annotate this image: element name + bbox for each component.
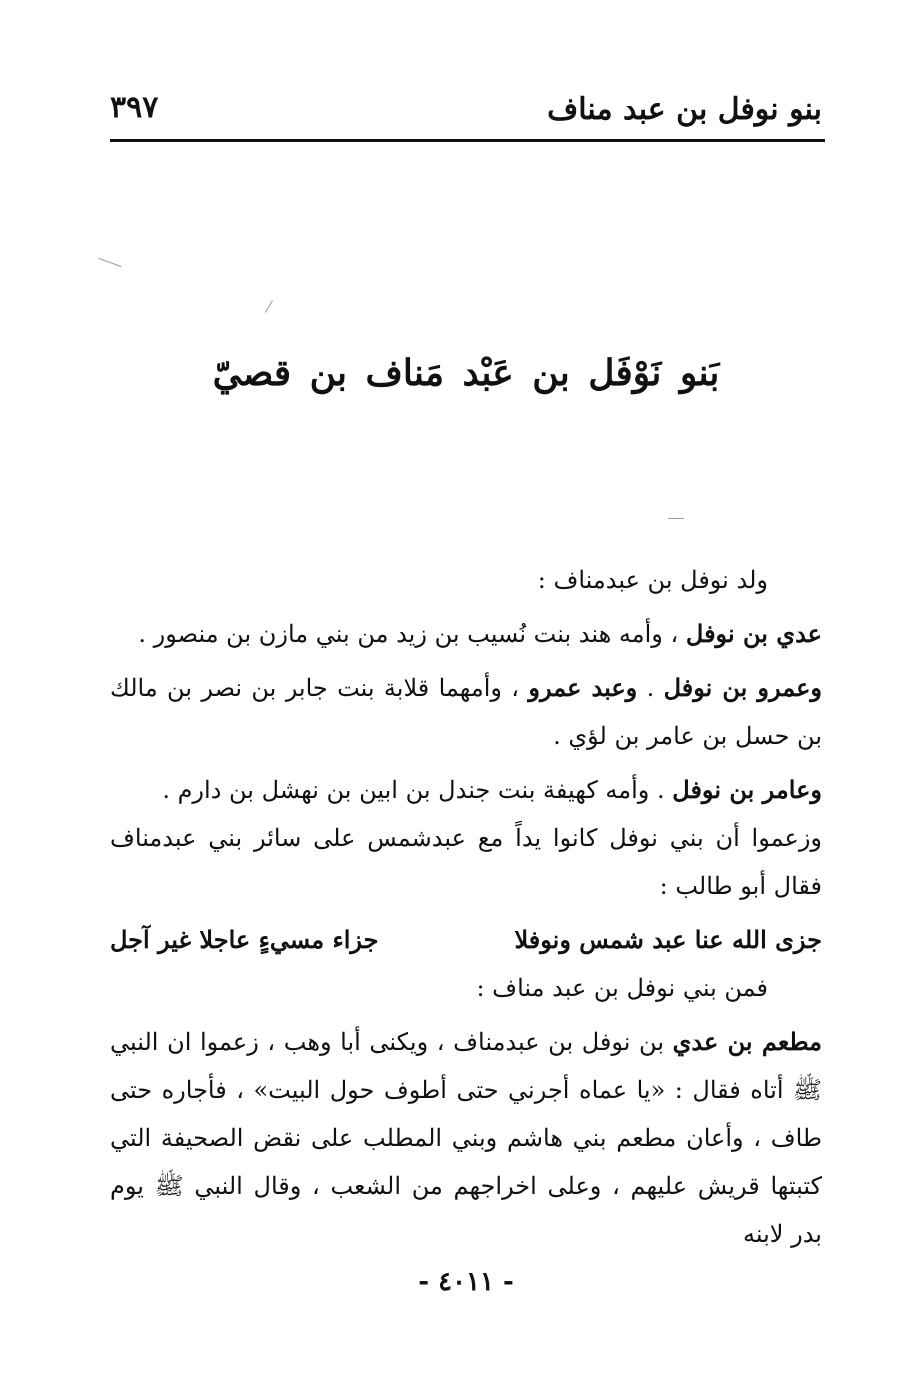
paragraph-intro: ولد نوفل بن عبدمناف : bbox=[537, 566, 768, 594]
separator: . bbox=[637, 674, 664, 702]
name-adi: عدي بن نوفل bbox=[685, 619, 822, 648]
text-adi: ، وأمه هند بنت نُسيب بن زيد من بني مازن بن منصور . bbox=[138, 620, 686, 648]
paragraph-section: فمن بني نوفل بن عبد مناف : bbox=[476, 974, 768, 1002]
verse-first-hemistich: جزى الله عنا عبد شمس ونوفلا bbox=[514, 925, 822, 954]
paragraph-amr bbox=[110, 664, 822, 760]
paragraph-adi bbox=[110, 610, 822, 658]
name-amr: وعمرو بن نوفل bbox=[663, 673, 822, 702]
page-number: ٣٩٧ bbox=[110, 90, 159, 125]
paragraph-narration: وزعموا أن بني نوفل كانوا يداً مع عبدشمس على سائر بني عبدمناف فقال أبو طالب : bbox=[110, 824, 822, 900]
scan-mark bbox=[99, 258, 122, 267]
running-header bbox=[110, 88, 822, 134]
poem-verse bbox=[110, 916, 822, 964]
body-text bbox=[110, 556, 822, 1258]
scan-mark bbox=[265, 300, 273, 313]
name-abd-amr: وعبد عمرو bbox=[528, 673, 638, 702]
scan-mark bbox=[668, 518, 684, 519]
running-title: بنو نوفل بن عبد مناف bbox=[547, 92, 822, 127]
verse-second-hemistich: جزاء مسيءٍ عاجلا غير آجل bbox=[110, 925, 379, 954]
paragraph-amir bbox=[110, 766, 822, 814]
footer-page-mark: - ٤٠١١ - bbox=[418, 1267, 514, 1297]
text-amir: . وأمه كهيفة بنت جندل بن ابين بن نهشل بن دارم . bbox=[162, 776, 673, 804]
text-mutim: بن نوفل بن عبدمناف ، ويكنى أبا وهب ، زعموا ان النبي ﷺ أتاه فقال : «يا عماه أجرني حتى أطوف حول البيت» ، فأجاره حتى طاف ، وأعان مطعم بني هاشم وبني المطلب على نقض الصحيفة التي كتبتها قريش عليهم ، وعلى اخراجهم من الشعب ، وقال النبي ﷺ يوم بدر لابنه bbox=[110, 1028, 822, 1248]
paragraph-mutim bbox=[110, 1018, 822, 1258]
header-rule bbox=[110, 139, 825, 142]
name-mutim: مطعم بن عدي bbox=[672, 1027, 822, 1056]
name-amir: وعامر بن نوفل bbox=[672, 775, 822, 804]
text-amr: ، وأمهما قلابة بنت جابر بن نصر بن مالك بن حسل بن عامر بن لؤي . bbox=[110, 674, 822, 750]
chapter-title: بَنو نَوْفَل بن عَبْد مَناف بن قصيّ bbox=[212, 352, 720, 394]
